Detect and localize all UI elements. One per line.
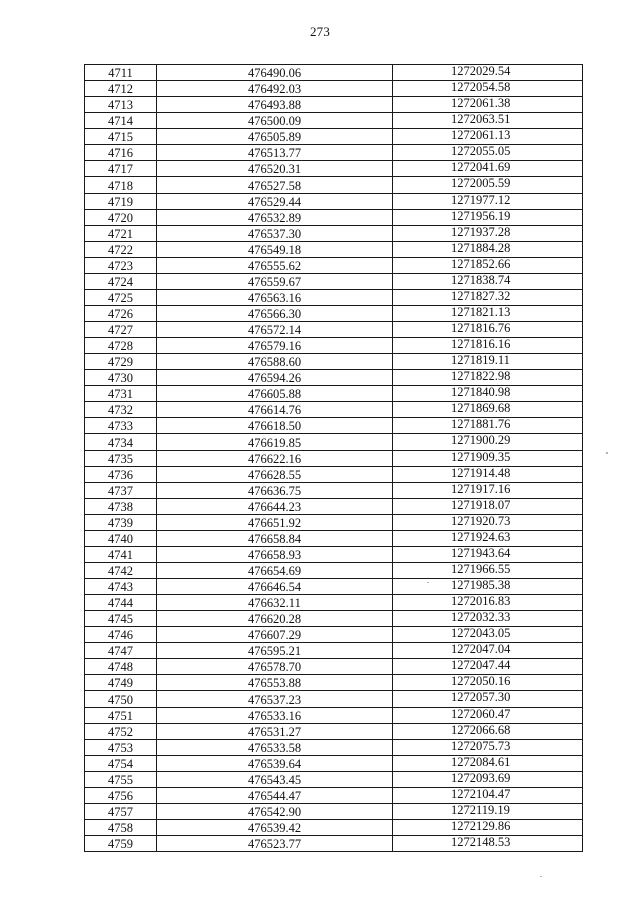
point-id-cell: 4759 [85,836,157,852]
table-row [85,434,583,450]
point-id-cell: 4718 [85,177,157,193]
y-coordinate-cell: 1272148.53 [393,836,583,852]
coordinate-table [84,64,583,852]
table-row [85,659,583,675]
point-id-cell: 4756 [85,787,157,803]
y-coordinate-cell: 1271909.35 [393,450,583,466]
table-row [85,482,583,498]
x-coordinate-cell: 476520.31 [157,161,393,177]
table-row [85,145,583,161]
table-row [85,707,583,723]
table-row [85,771,583,787]
x-coordinate-cell: 476490.06 [157,65,393,81]
x-coordinate-cell: 476492.03 [157,81,393,97]
y-coordinate-cell: 1271966.55 [393,562,583,578]
x-coordinate-cell: 476493.88 [157,97,393,113]
point-id-cell: 4719 [85,193,157,209]
point-id-cell: 4752 [85,723,157,739]
point-id-cell: 4726 [85,305,157,321]
x-coordinate-cell: 476651.92 [157,514,393,530]
point-id-cell: 4730 [85,370,157,386]
x-coordinate-cell: 476500.09 [157,113,393,129]
point-id-cell: 4754 [85,755,157,771]
point-id-cell: 4751 [85,707,157,723]
y-coordinate-cell: 1271869.68 [393,402,583,418]
y-coordinate-cell: 1272016.83 [393,595,583,611]
y-coordinate-cell: 1272047.04 [393,643,583,659]
x-coordinate-cell: 476539.64 [157,755,393,771]
point-id-cell: 4738 [85,498,157,514]
table-row [85,595,583,611]
y-coordinate-cell: 1272104.47 [393,787,583,803]
table-row [85,193,583,209]
y-coordinate-cell: 1271881.76 [393,418,583,434]
x-coordinate-cell: 476523.77 [157,836,393,852]
y-coordinate-cell: 1271924.63 [393,530,583,546]
table-row [85,305,583,321]
point-id-cell: 4755 [85,771,157,787]
x-coordinate-cell: 476513.77 [157,145,393,161]
point-id-cell: 4737 [85,482,157,498]
point-id-cell: 4742 [85,562,157,578]
x-coordinate-cell: 476658.84 [157,530,393,546]
x-coordinate-cell: 476605.88 [157,386,393,402]
table-row [85,514,583,530]
table-row [85,498,583,514]
x-coordinate-cell: 476619.85 [157,434,393,450]
coordinate-table-body [85,65,583,852]
y-coordinate-cell: 1271821.13 [393,305,583,321]
y-coordinate-cell: 1272054.58 [393,81,583,97]
table-row [85,723,583,739]
table-row [85,177,583,193]
scan-speck [540,876,542,877]
point-id-cell: 4745 [85,611,157,627]
y-coordinate-cell: 1271914.48 [393,466,583,482]
x-coordinate-cell: 476620.28 [157,611,393,627]
point-id-cell: 4721 [85,225,157,241]
y-coordinate-cell: 1272060.47 [393,707,583,723]
table-row [85,579,583,595]
table-row [85,643,583,659]
y-coordinate-cell: 1271918.07 [393,498,583,514]
x-coordinate-cell: 476646.54 [157,579,393,595]
y-coordinate-cell: 1272041.69 [393,161,583,177]
point-id-cell: 4720 [85,209,157,225]
x-coordinate-cell: 476588.60 [157,354,393,370]
point-id-cell: 4727 [85,322,157,338]
point-id-cell: 4714 [85,113,157,129]
table-row [85,787,583,803]
y-coordinate-cell: 1271816.76 [393,322,583,338]
y-coordinate-cell: 1271920.73 [393,514,583,530]
table-row [85,739,583,755]
y-coordinate-cell: 1272119.19 [393,803,583,819]
table-row [85,450,583,466]
table-row [85,354,583,370]
y-coordinate-cell: 1272005.59 [393,177,583,193]
point-id-cell: 4747 [85,643,157,659]
table-row [85,97,583,113]
point-id-cell: 4748 [85,659,157,675]
x-coordinate-cell: 476532.89 [157,209,393,225]
table-row [85,386,583,402]
y-coordinate-cell: 1272055.05 [393,145,583,161]
y-coordinate-cell: 1271838.74 [393,273,583,289]
table-row [85,562,583,578]
table-row [85,418,583,434]
table-row [85,257,583,273]
point-id-cell: 4724 [85,273,157,289]
y-coordinate-cell: 1272061.38 [393,97,583,113]
point-id-cell: 4743 [85,579,157,595]
x-coordinate-cell: 476563.16 [157,289,393,305]
y-coordinate-cell: 1271884.28 [393,241,583,257]
table-row [85,241,583,257]
y-coordinate-cell: 1272061.13 [393,129,583,145]
x-coordinate-cell: 476505.89 [157,129,393,145]
table-row [85,225,583,241]
y-coordinate-cell: 1271917.16 [393,482,583,498]
table-row [85,273,583,289]
x-coordinate-cell: 476566.30 [157,305,393,321]
point-id-cell: 4746 [85,627,157,643]
table-row [85,289,583,305]
x-coordinate-cell: 476544.47 [157,787,393,803]
x-coordinate-cell: 476644.23 [157,498,393,514]
point-id-cell: 4723 [85,257,157,273]
y-coordinate-cell: 1272050.16 [393,675,583,691]
y-coordinate-cell: 1272084.61 [393,755,583,771]
x-coordinate-cell: 476549.18 [157,241,393,257]
page-number: 273 [309,24,331,39]
point-id-cell: 4749 [85,675,157,691]
point-id-cell: 4717 [85,161,157,177]
y-coordinate-cell: 1272093.69 [393,771,583,787]
x-coordinate-cell: 476595.21 [157,643,393,659]
table-row [85,530,583,546]
table-row [85,627,583,643]
table-row [85,546,583,562]
table-row [85,819,583,835]
x-coordinate-cell: 476579.16 [157,338,393,354]
y-coordinate-cell: 1271827.32 [393,289,583,305]
y-coordinate-cell: 1272057.30 [393,691,583,707]
table-row [85,65,583,81]
y-coordinate-cell: 1271822.98 [393,370,583,386]
y-coordinate-cell: 1271985.38 [393,579,583,595]
point-id-cell: 4734 [85,434,157,450]
y-coordinate-cell: 1271852.66 [393,257,583,273]
x-coordinate-cell: 476654.69 [157,562,393,578]
x-coordinate-cell: 476542.90 [157,803,393,819]
point-id-cell: 4722 [85,241,157,257]
table-row [85,370,583,386]
point-id-cell: 4750 [85,691,157,707]
table-row [85,209,583,225]
x-coordinate-cell: 476578.70 [157,659,393,675]
point-id-cell: 4739 [85,514,157,530]
y-coordinate-cell: 1272063.51 [393,113,583,129]
point-id-cell: 4725 [85,289,157,305]
y-coordinate-cell: 1272075.73 [393,739,583,755]
y-coordinate-cell: 1271956.19 [393,209,583,225]
point-id-cell: 4711 [85,65,157,81]
x-coordinate-cell: 476607.29 [157,627,393,643]
x-coordinate-cell: 476537.30 [157,225,393,241]
y-coordinate-cell: 1271943.64 [393,546,583,562]
x-coordinate-cell: 476658.93 [157,546,393,562]
x-coordinate-cell: 476531.27 [157,723,393,739]
point-id-cell: 4741 [85,546,157,562]
table-row [85,803,583,819]
point-id-cell: 4713 [85,97,157,113]
y-coordinate-cell: 1271977.12 [393,193,583,209]
table-row [85,113,583,129]
y-coordinate-cell: 1272029.54 [393,65,583,81]
x-coordinate-cell: 476537.23 [157,691,393,707]
y-coordinate-cell: 1271840.98 [393,386,583,402]
y-coordinate-cell: 1272032.33 [393,611,583,627]
x-coordinate-cell: 476572.14 [157,322,393,338]
table-row [85,836,583,852]
table-row [85,322,583,338]
y-coordinate-cell: 1271819.11 [393,354,583,370]
scan-speck [606,452,608,454]
point-id-cell: 4729 [85,354,157,370]
x-coordinate-cell: 476529.44 [157,193,393,209]
y-coordinate-cell: 1272043.05 [393,627,583,643]
x-coordinate-cell: 476527.58 [157,177,393,193]
table-row [85,338,583,354]
y-coordinate-cell: 1272129.86 [393,819,583,835]
point-id-cell: 4733 [85,418,157,434]
point-id-cell: 4728 [85,338,157,354]
x-coordinate-cell: 476533.58 [157,739,393,755]
point-id-cell: 4716 [85,145,157,161]
y-coordinate-cell: 1271816.16 [393,338,583,354]
x-coordinate-cell: 476618.50 [157,418,393,434]
x-coordinate-cell: 476628.55 [157,466,393,482]
x-coordinate-cell: 476636.75 [157,482,393,498]
x-coordinate-cell: 476622.16 [157,450,393,466]
point-id-cell: 4753 [85,739,157,755]
x-coordinate-cell: 476559.67 [157,273,393,289]
y-coordinate-cell: 1272066.68 [393,723,583,739]
table-row [85,161,583,177]
point-id-cell: 4732 [85,402,157,418]
table-row [85,402,583,418]
x-coordinate-cell: 476594.26 [157,370,393,386]
x-coordinate-cell: 476539.42 [157,819,393,835]
y-coordinate-cell: 1271937.28 [393,225,583,241]
point-id-cell: 4731 [85,386,157,402]
point-id-cell: 4712 [85,81,157,97]
table-row [85,611,583,627]
table-row [85,675,583,691]
table-row [85,466,583,482]
scan-speck [427,582,429,583]
table-row [85,755,583,771]
x-coordinate-cell: 476543.45 [157,771,393,787]
point-id-cell: 4758 [85,819,157,835]
point-id-cell: 4744 [85,595,157,611]
x-coordinate-cell: 476533.16 [157,707,393,723]
point-id-cell: 4715 [85,129,157,145]
table-row [85,81,583,97]
x-coordinate-cell: 476553.88 [157,675,393,691]
point-id-cell: 4740 [85,530,157,546]
table-row [85,691,583,707]
x-coordinate-cell: 476632.11 [157,595,393,611]
point-id-cell: 4736 [85,466,157,482]
table-row [85,129,583,145]
x-coordinate-cell: 476614.76 [157,402,393,418]
y-coordinate-cell: 1271900.29 [393,434,583,450]
point-id-cell: 4735 [85,450,157,466]
y-coordinate-cell: 1272047.44 [393,659,583,675]
x-coordinate-cell: 476555.62 [157,257,393,273]
point-id-cell: 4757 [85,803,157,819]
